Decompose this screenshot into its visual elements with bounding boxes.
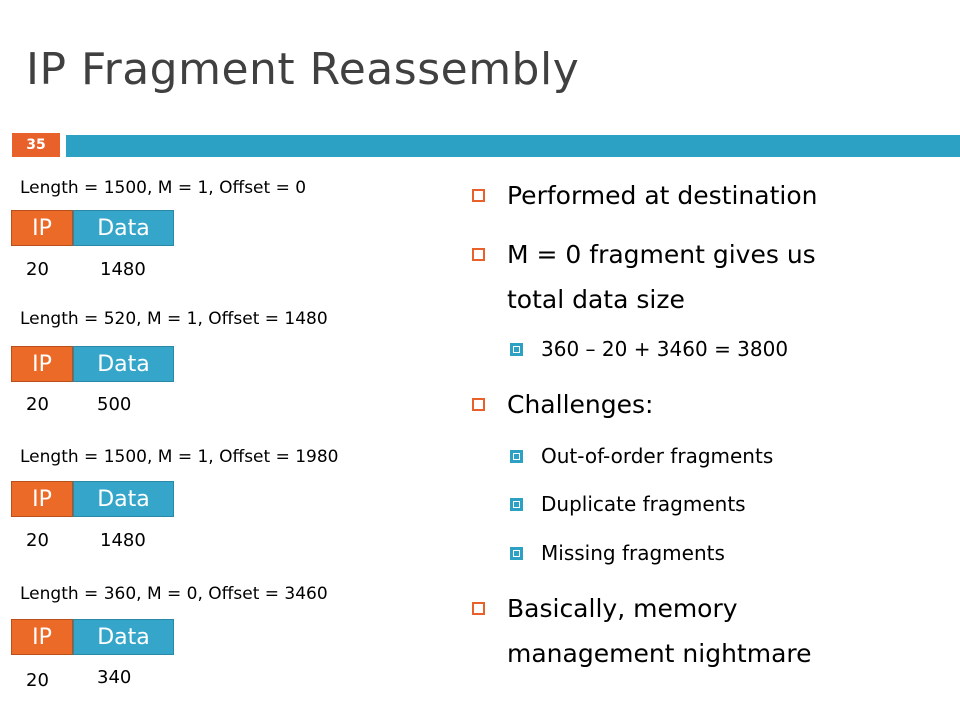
fragment-4-ip-segment: IP [11,619,73,655]
sub-bullet-text: Out-of-order fragments [541,444,774,468]
sub-bullet-text: Duplicate fragments [541,492,746,516]
bullet-box-icon [472,398,485,411]
bullet-text-line-1: Basically, memory [507,594,738,623]
sub-bullet-text: Missing fragments [541,541,725,565]
bullet-text-line-2: management nightmare [507,639,812,668]
slide-number-badge: 35 [12,133,60,157]
fragment-3-ip-segment: IP [11,481,73,517]
slide-title: IP Fragment Reassembly [26,44,580,95]
bullet-text-line-2: total data size [507,285,685,314]
bullet-challenges [472,382,653,427]
fragment-2-ip-size: 20 [26,394,49,415]
bullet-memory-nightmare [472,586,812,676]
fragment-4-data-segment: Data [73,619,174,655]
fragment-2-data-segment: Data [73,346,174,382]
fragment-2-ip-segment: IP [11,346,73,382]
fragment-3-ip-size: 20 [26,530,49,551]
fragment-4-caption: Length = 360, M = 0, Offset = 3460 [20,584,328,604]
fragment-2-bar [11,346,174,382]
sub-bullet-square-icon [510,343,523,356]
fragment-4-bar [11,619,174,655]
sub-bullet-out-of-order [510,444,773,468]
bullet-text [507,586,812,676]
fragment-1-data-segment: Data [73,210,174,246]
bullet-text [507,232,816,322]
bullet-text: Performed at destination [507,181,818,210]
sub-bullet-missing [510,541,725,565]
fragment-4-data-size: 340 [97,667,132,688]
bullet-box-icon [472,602,485,615]
sub-bullet-square-icon [510,498,523,511]
fragment-1-data-size: 1480 [100,259,146,280]
fragment-2-caption: Length = 520, M = 1, Offset = 1480 [20,309,328,329]
fragment-1-ip-segment: IP [11,210,73,246]
sub-bullet-square-icon [510,547,523,560]
fragment-4-ip-size: 20 [26,670,49,691]
fragment-1-bar [11,210,174,246]
bullet-performed-at-destination [472,173,817,218]
bullet-box-icon [472,189,485,202]
bullet-text-line-1: M = 0 fragment gives us [507,240,816,269]
sub-bullet-duplicate [510,492,746,516]
sub-bullet-data-size-calc [510,337,788,361]
fragment-3-bar [11,481,174,517]
fragment-3-caption: Length = 1500, M = 1, Offset = 1980 [20,447,339,467]
bullet-box-icon [472,248,485,261]
bullet-text: Challenges: [507,390,654,419]
fragment-3-data-size: 1480 [100,530,146,551]
fragment-1-caption: Length = 1500, M = 1, Offset = 0 [20,178,307,198]
bullet-m0-fragment [472,232,816,322]
fragment-1-ip-size: 20 [26,259,49,280]
fragment-3-data-segment: Data [73,481,174,517]
fragment-2-data-size: 500 [97,394,132,415]
sub-bullet-text: 360 – 20 + 3460 = 3800 [541,337,789,361]
sub-bullet-square-icon [510,450,523,463]
title-rule [66,135,960,157]
